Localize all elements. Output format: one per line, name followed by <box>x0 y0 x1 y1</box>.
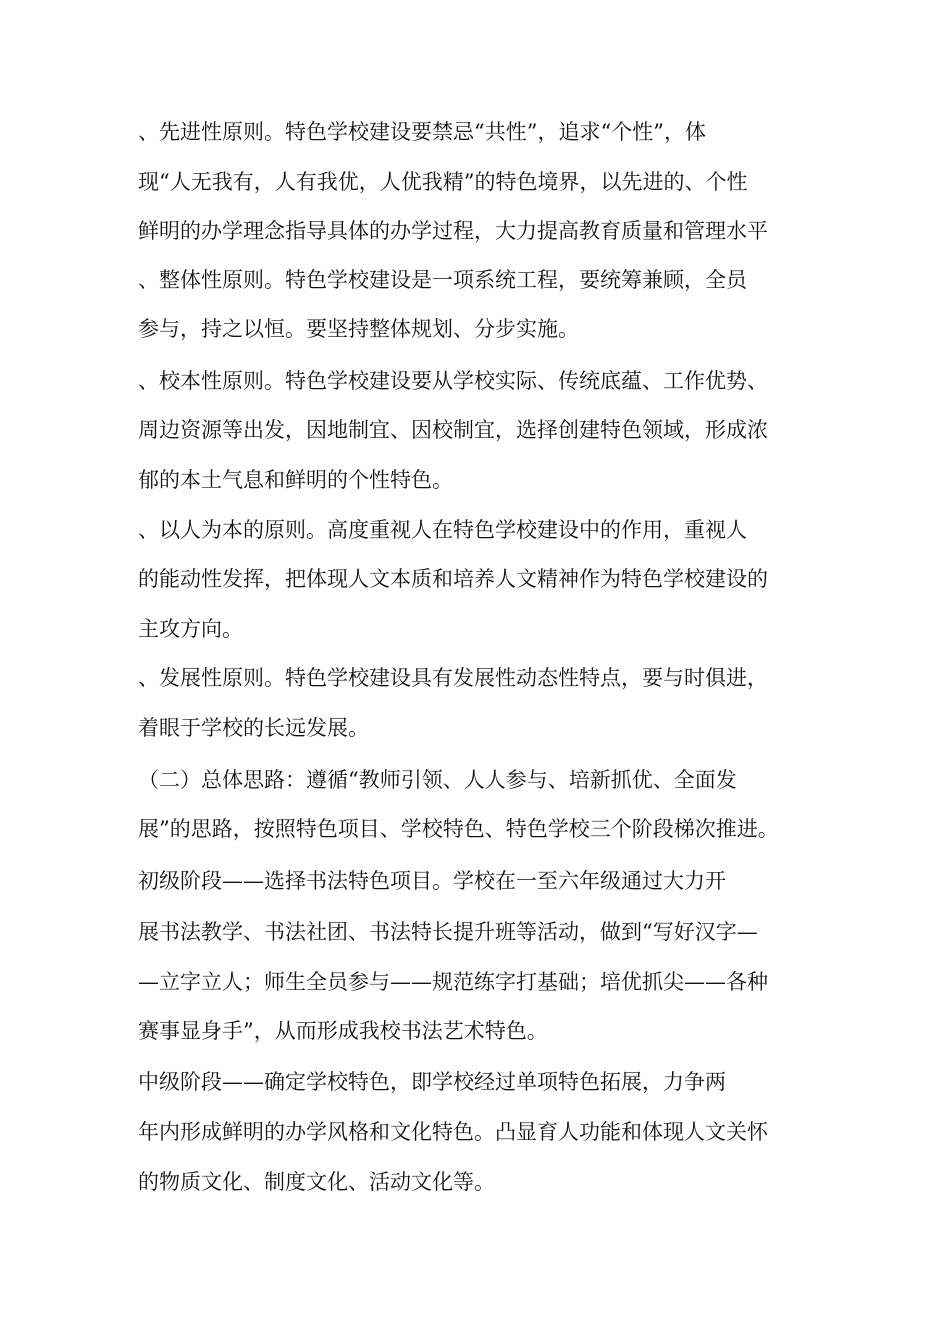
text-line: 中级阶段——确定学校特色，即学校经过单项特色拓展，力争两 <box>138 1070 726 1094</box>
text-line: 鲜明的办学理念指导具体的办学过程，大力提高教育质量和管理水平 <box>138 219 768 243</box>
text-line: （二）总体思路：遵循“教师引领、人人参与、培新抓优、全面发 <box>138 768 737 792</box>
text-line: 参与，持之以恒。要坚持整体规划、分步实施。 <box>138 317 579 341</box>
text-line: 、先进性原则。特色学校建设要禁忌“共性”，追求“个性”，体 <box>138 120 706 144</box>
text-line: 着眼于学校的长远发展。 <box>138 716 369 740</box>
text-line: 、以人为本的原则。高度重视人在特色学校建设中的作用，重视人 <box>138 518 747 542</box>
text-line: 周边资源等出发，因地制宜、因校制宜，选择创建特色领域，形成浓 <box>138 418 768 442</box>
text-line: 现“人无我有，人有我优，人优我精”的特色境界，以先进的、个性 <box>138 170 748 194</box>
text-line: 的物质文化、制度文化、活动文化等。 <box>138 1170 495 1194</box>
text-line: 展书法教学、书法社团、书法特长提升班等活动，做到“写好汉字— <box>138 920 758 944</box>
text-line: 、整体性原则。特色学校建设是一项系统工程，要统筹兼顾，全员 <box>138 268 747 292</box>
text-line: 郁的本土气息和鲜明的个性特色。 <box>138 468 453 492</box>
text-line: —立字立人；师生全员参与——规范练字打基础；培优抓尖——各种 <box>138 970 768 994</box>
text-line: 的能动性发挥，把体现人文本质和培养人文精神作为特色学校建设的 <box>138 567 768 591</box>
text-line: 初级阶段——选择书法特色项目。学校在一至六年级通过大力开 <box>138 869 726 893</box>
text-line: 、发展性原则。特色学校建设具有发展性动态性特点，要与时俱进， <box>138 666 768 690</box>
text-line: 赛事显身手”，从而形成我校书法艺术特色。 <box>138 1019 548 1043</box>
text-line: 、校本性原则。特色学校建设要从学校实际、传统底蕴、工作优势、 <box>138 369 768 393</box>
text-line: 年内形成鲜明的办学风格和文化特色。凸显育人功能和体现人文关怀 <box>138 1120 768 1144</box>
text-line: 主攻方向。 <box>138 617 243 641</box>
text-line: 展”的思路，按照特色项目、学校特色、特色学校三个阶段梯次推进。 <box>138 817 779 841</box>
